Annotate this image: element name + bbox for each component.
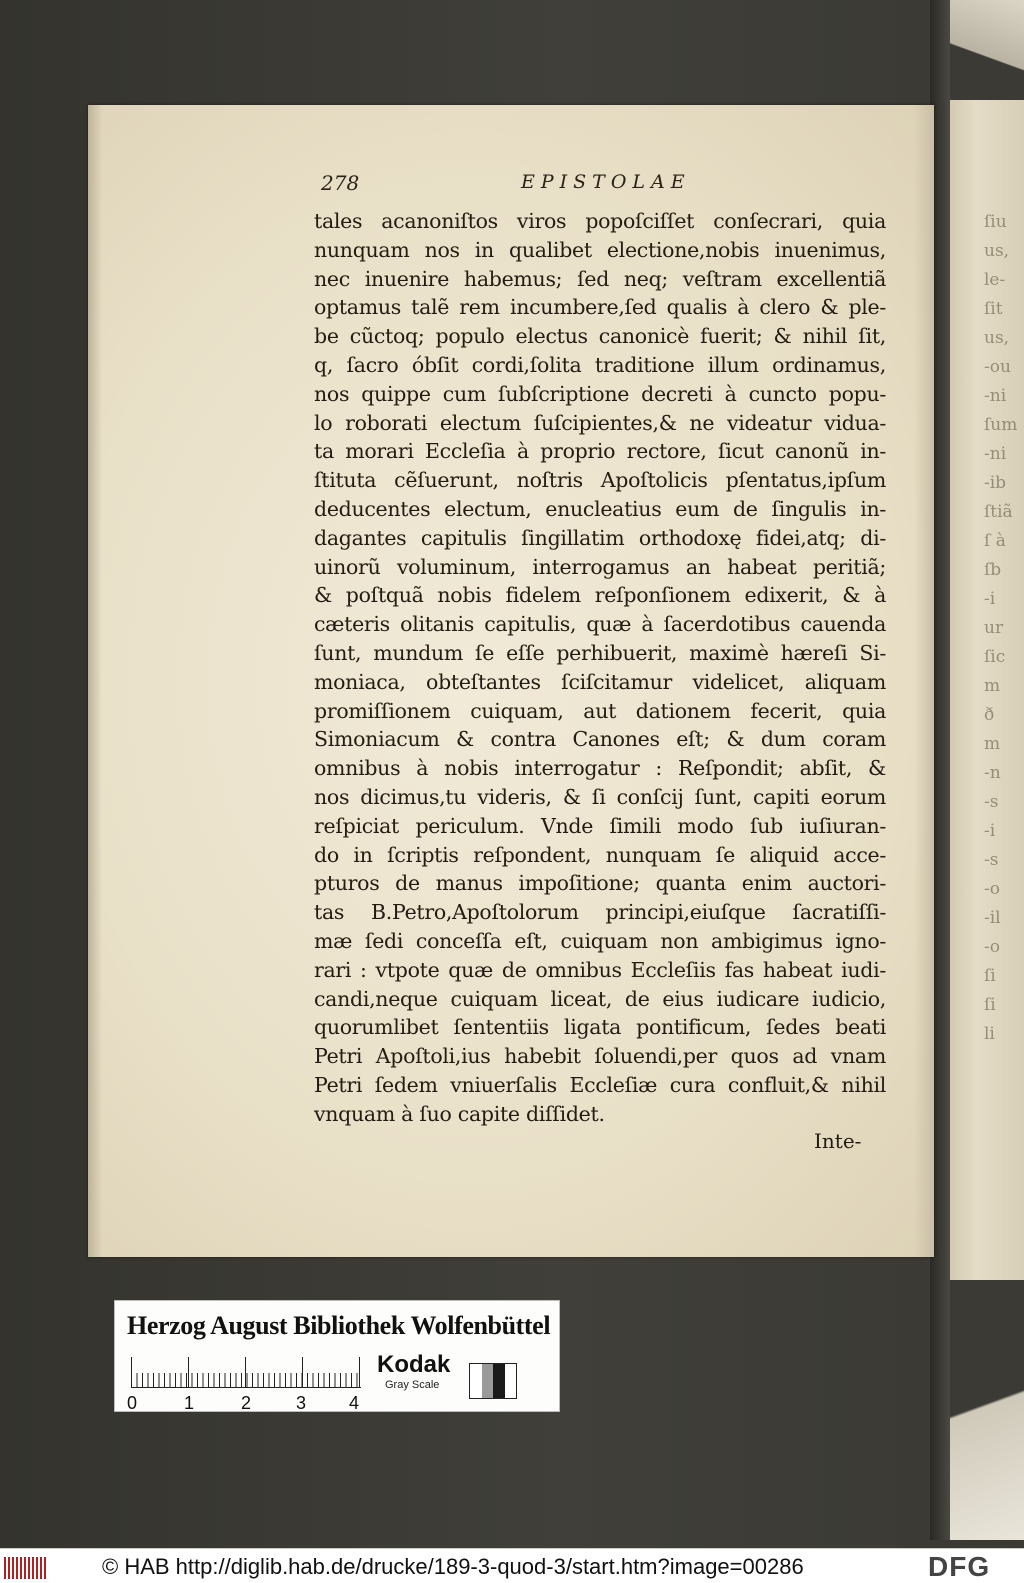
text-line: ſunt, mundum ſe eſſe perhibuerit, maximè hæreſi Si-: [314, 640, 886, 665]
ruler-label: 4: [349, 1393, 360, 1413]
gray-scale-patches: [469, 1363, 517, 1399]
next-page-fragment: m: [984, 676, 1001, 696]
text-line: vnquam à ſuo capite diſſidet.: [314, 1101, 605, 1126]
next-page-fragment: -ni: [984, 386, 1007, 406]
kodak-subtitle: Gray Scale: [385, 1379, 440, 1391]
text-line: tas B.Petro,Apoſtolorum principi,eiuſque ſacratiſſi-: [314, 900, 886, 925]
text-line: nunquam nos in qualibet electione,nobis inuenimus,: [314, 237, 886, 262]
next-page-fragment: ſiu: [984, 212, 1007, 232]
text-line: Petri Apoſtoli,ius habebit ſoluendi,per quos ad vnam: [314, 1044, 886, 1069]
ruler-major-tick: [359, 1357, 360, 1387]
ruler-label: 1: [184, 1393, 195, 1413]
ruler-label: 3: [296, 1393, 307, 1413]
next-page-fragment: ſb: [984, 560, 1002, 580]
next-page-text: [984, 208, 1024, 1049]
text-line: & poſtquã nobis fidelem reſponſionem edixerit, & à: [314, 583, 886, 608]
text-line: Simoniacum & contra Canones eſt; & dum coram: [314, 727, 886, 752]
ruler-major-tick: [188, 1357, 189, 1387]
dfg-logo: DFG: [928, 1551, 991, 1582]
text-line: candi,neque cuiquam liceat, de eius iudicare iudicio,: [314, 986, 886, 1011]
text-line: promiſſionem cuiquam, aut dationem fecerit, quia: [314, 698, 886, 723]
next-page-fragment: le-: [984, 270, 1006, 290]
next-page-fragment: us,: [984, 328, 1010, 348]
text-line: cæteris olitanis capitulis, quæ à ſacerdotibus cauenda: [314, 612, 886, 637]
next-page-bottom: [944, 1280, 1024, 1540]
next-page-fragment: -o: [984, 879, 1000, 899]
barcode-icon: [4, 1557, 46, 1579]
text-line: be cũctoq; populo electus canonicè fuerit; & nihil ſit,: [314, 324, 886, 349]
gray-patch: [493, 1364, 505, 1398]
ruler-major-tick: [302, 1357, 303, 1387]
kodak-logo: Kodak: [377, 1351, 451, 1378]
next-page-fragment: -ib: [984, 473, 1007, 493]
text-line: tales acanoniſtos viros popoſciſſet conſecrari, quia: [314, 209, 886, 233]
text-line: pturos de manus impoſitione; quanta enim auctori-: [314, 871, 886, 896]
gray-patch: [505, 1364, 517, 1398]
text-line: lo roborati electum ſuſcipientes,& ne videatur vidua-: [314, 410, 886, 435]
next-page-fragment: -o: [984, 937, 1000, 957]
text-line: ſtituta cẽſuerunt, noſtris Apoſtolicis pſentatus,ipſum: [314, 468, 886, 493]
next-page-fragment: ſ à: [984, 531, 1006, 551]
catchword: Inte-: [814, 1129, 862, 1153]
book-page: [88, 105, 934, 1257]
text-line: q, ſacro óbſit cordi,ſolita traditione illum ordinamus,: [314, 352, 886, 377]
text-line: do in ſcriptis reſpondent, nunquam ſe aliquid acce-: [314, 842, 886, 867]
next-page-fragment: -i: [984, 589, 996, 609]
ruler-label: 2: [241, 1393, 252, 1413]
text-line: optamus talẽ rem incumbere,ſed qualis à clero & ple-: [314, 295, 886, 320]
text-line: ta morari Eccleſia à proprio rectore, ſicut canonũ in-: [314, 439, 886, 464]
page-header: [321, 171, 861, 199]
text-line: nos quippe cum ſubſcriptione decreti à cuncto popu-: [314, 381, 886, 406]
next-page-fragment: ſic: [984, 647, 1006, 667]
next-page-fragment: -il: [984, 908, 1001, 928]
next-page-fragment: -n: [984, 763, 1001, 783]
library-name: Herzog August Bibliothek Wolfenbüttel: [127, 1311, 551, 1340]
text-line: reſpiciat periculum. Vnde ſimili modo ſub iuſiuran-: [314, 813, 886, 838]
running-title: EPISTOLAE: [521, 171, 691, 193]
color-calibration-card: [114, 1300, 560, 1412]
next-page-fragment: -s: [984, 850, 999, 870]
ruler-major-tick: [245, 1357, 246, 1387]
text-line: dagantes capitulis ſingillatim orthodoxę fidei,atq; di-: [314, 525, 886, 550]
next-page-fragment: ſtiã: [984, 502, 1013, 522]
text-line: mæ ſedi conceſſa eſt, cuiquam non ambigimus igno-: [314, 928, 886, 953]
next-page-corner: [944, 0, 1024, 110]
footer-bar: [0, 1548, 1024, 1583]
text-line: nos dicimus,tu videris, & ſi conſcij ſunt, capiti eorum: [314, 784, 886, 809]
next-page-fragment: -ou: [984, 357, 1011, 377]
next-page-fragment: ur: [984, 618, 1004, 638]
page-number: 278: [321, 171, 360, 195]
text-line: nec inuenire habemus; ſed neq; veſtram excellentiã: [314, 266, 886, 291]
next-page-fragment: m: [984, 734, 1001, 754]
text-line: quorumlibet ſententiis ligata pontificum, ſedes beati: [314, 1015, 886, 1040]
next-page-fragment: us,: [984, 241, 1010, 261]
text-line: Petri ſedem vniuerſalis Eccleſiæ cura confluit,& nihil: [314, 1072, 886, 1097]
ruler-major-tick: [131, 1357, 132, 1387]
next-page-fragment: ð: [984, 705, 995, 725]
text-line: uinorũ voluminum, interrogamus an habeat peritiã;: [314, 554, 886, 579]
next-page-fragment: -i: [984, 821, 996, 841]
next-page-fragment: -s: [984, 792, 999, 812]
gray-patch: [470, 1364, 482, 1398]
body-text: [314, 207, 886, 1129]
text-line: moniaca, obteſtantes ſciſcitamur videlicet, aliquam: [314, 669, 886, 694]
text-line: omnibus à nobis interrogatur : Reſpondit; abſit, &: [314, 756, 886, 781]
text-line: rari : vtpote quæ de omnibus Eccleſiis fas habeat iudi-: [314, 957, 886, 982]
next-page-fragment: li: [984, 1024, 995, 1044]
scale-ruler: [131, 1357, 361, 1388]
text-line: deducentes electum, enucleatius eum de ſingulis in-: [314, 496, 886, 521]
next-page-fragment: ſit: [984, 299, 1003, 319]
next-page-fragment: ſi: [984, 966, 996, 986]
ruler-label: 0: [127, 1393, 138, 1413]
next-page-fragment: -ni: [984, 444, 1007, 464]
copyright-url[interactable]: © HAB http://diglib.hab.de/drucke/189-3-quod-3/start.htm?image=00286: [102, 1554, 804, 1579]
next-page-fragment: ſum: [984, 415, 1018, 435]
gray-patch: [482, 1364, 494, 1398]
next-page-fragment: ſi: [984, 995, 996, 1015]
